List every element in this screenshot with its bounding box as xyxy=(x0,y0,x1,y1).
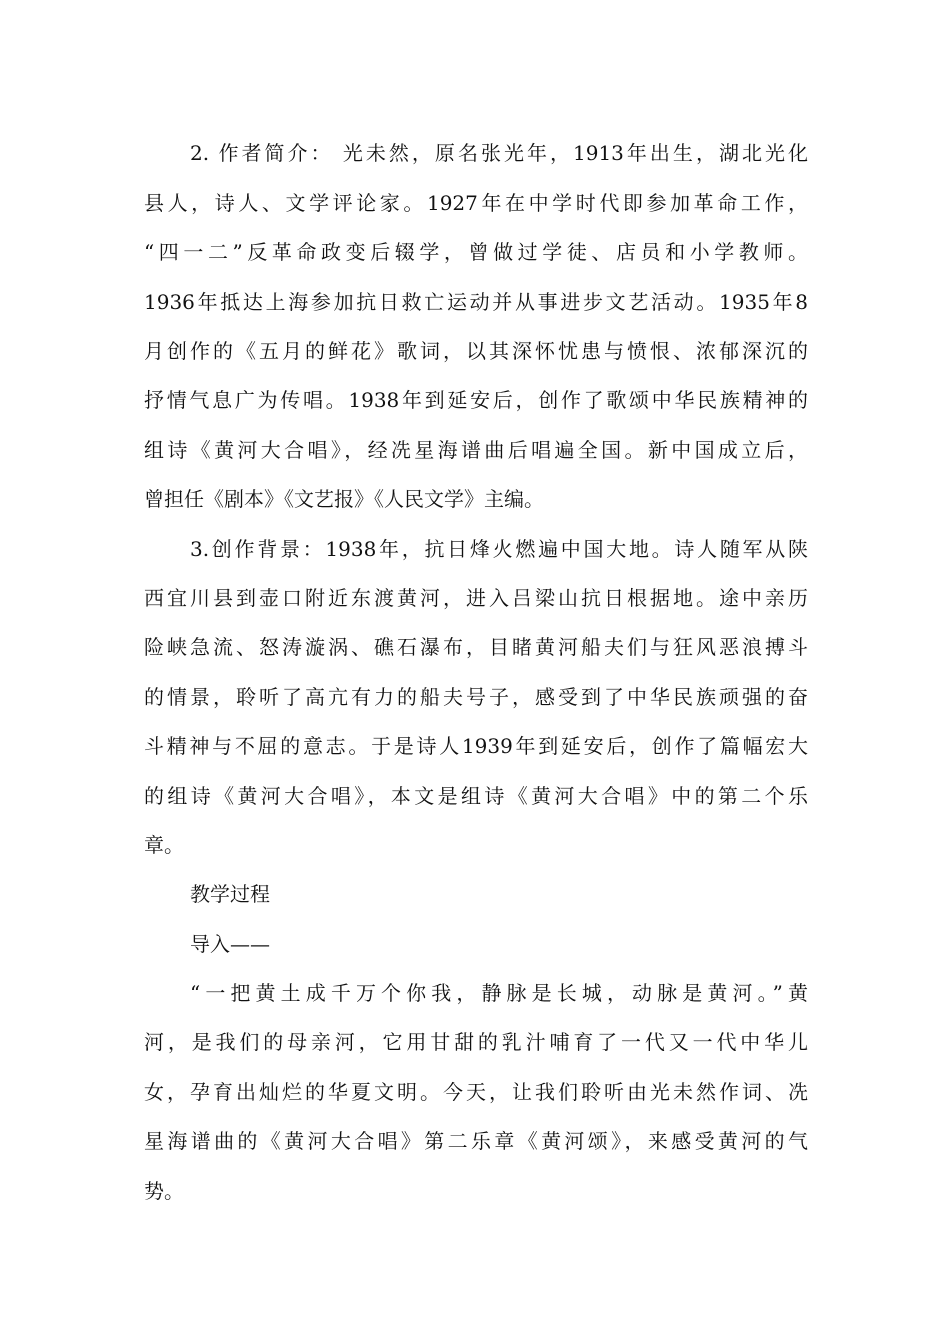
intro-paragraph-line-2: 河，是我们的母亲河，它用甘甜的乳汁哺育了一代又一代中华儿 xyxy=(144,1030,808,1054)
author-intro-line-7: 组诗《黄河大合唱》，经冼星海谱曲后唱遍全国。新中国成立后， xyxy=(144,438,808,462)
intro-paragraph-line-3: 女，孕育出灿烂的华夏文明。今天，让我们聆听由光未然作词、冼 xyxy=(144,1080,808,1104)
background-line-6: 的组诗《黄河大合唱》，本文是组诗《黄河大合唱》中的第二个乐 xyxy=(144,784,808,808)
intro-paragraph-line-4: 星海谱曲的《黄河大合唱》第二乐章《黄河颂》，来感受黄河的气 xyxy=(144,1129,808,1153)
author-intro-line-6: 抒情气息广为传唱。1938年到延安后，创作了歌颂中华民族精神的 xyxy=(144,388,808,412)
background-line-4: 的情景，聆听了高亢有力的船夫号子，感受到了中华民族顽强的奋 xyxy=(144,685,808,709)
author-intro-line-1: 2. 作者简介： 光未然，原名张光年，1913年出生，湖北光化 xyxy=(190,141,808,165)
section-heading-introduction: 导入—— xyxy=(190,932,270,956)
background-line-3: 险峡急流、怒涛漩涡、礁石瀑布，目睹黄河船夫们与狂风恶浪搏斗 xyxy=(144,635,808,659)
author-intro-line-5: 月创作的《五月的鲜花》歌词，以其深怀忧患与愤恨、浓郁深沉的 xyxy=(144,339,808,363)
background-line-1: 3.创作背景：1938年，抗日烽火燃遍中国大地。诗人随军从陕 xyxy=(190,537,808,561)
background-line-2: 西宜川县到壶口附近东渡黄河，进入吕梁山抗日根据地。途中亲历 xyxy=(144,586,808,610)
background-line-7: 章。 xyxy=(144,833,184,857)
section-heading-teaching-process: 教学过程 xyxy=(190,882,270,906)
background-line-5: 斗精神与不屈的意志。于是诗人1939年到延安后，创作了篇幅宏大 xyxy=(144,734,808,758)
author-intro-line-2: 县人，诗人、文学评论家。1927年在中学时代即参加革命工作， xyxy=(144,191,808,215)
author-intro-line-8: 曾担任《剧本》《文艺报》《人民文学》主编。 xyxy=(144,487,544,511)
intro-paragraph-line-1: “一把黄土成千万个你我，静脉是长城，动脉是黄河。”黄 xyxy=(190,981,808,1005)
intro-paragraph-line-5: 势。 xyxy=(144,1179,184,1203)
author-intro-line-4: 1936年抵达上海参加抗日救亡运动并从事进步文艺活动。1935年8 xyxy=(144,290,808,314)
author-intro-line-3: “四一二”反革命政变后辍学，曾做过学徒、店员和小学教师。 xyxy=(144,240,808,264)
